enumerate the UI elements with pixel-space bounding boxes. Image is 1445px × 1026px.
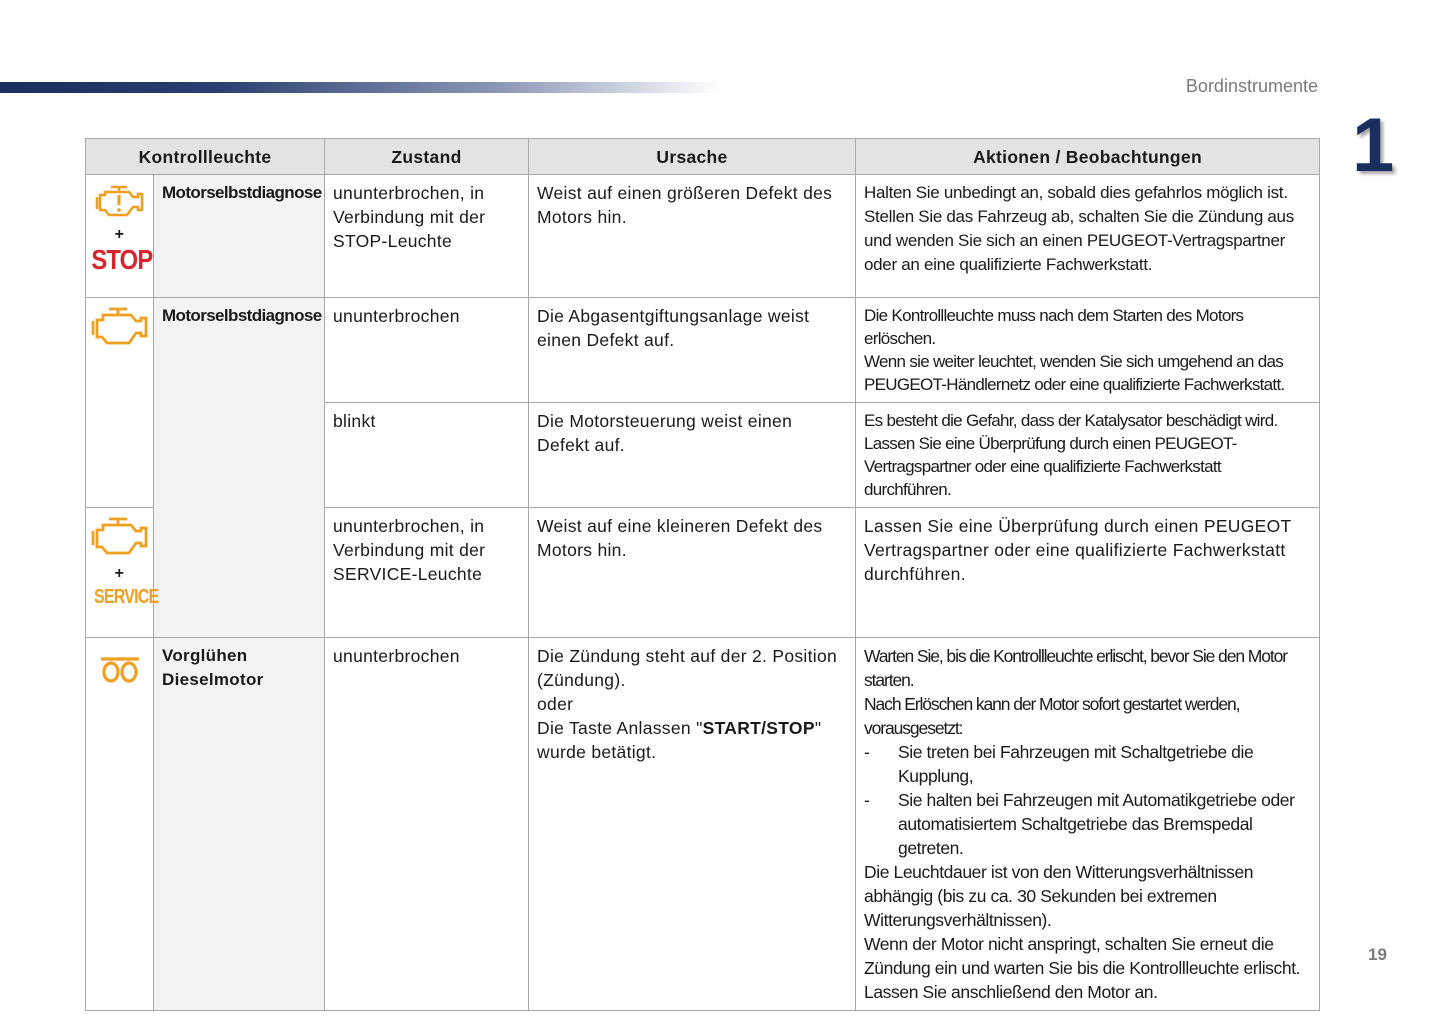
plus-sign: +	[114, 565, 125, 582]
action-cell	[856, 638, 1320, 1011]
cause-line: Die Zündung steht auf der 2. Position (Zündung).	[537, 646, 838, 690]
plus-sign: +	[114, 226, 125, 243]
state-cell: ununterbrochen	[325, 298, 529, 403]
cause-cell: Weist auf einen größeren Defekt des Motors hin.	[529, 175, 856, 298]
action-line: Lassen Sie anschließend den Motor an.	[864, 982, 1158, 1002]
engine-icon	[91, 516, 149, 558]
chapter-number: 1	[1352, 103, 1395, 188]
glow-plug-icon	[99, 656, 141, 684]
table-header-row	[86, 139, 1320, 175]
cause-line	[537, 716, 847, 764]
col-header-ursache: Ursache	[529, 139, 856, 175]
header-gradient-bar	[0, 82, 720, 93]
icon-cell	[86, 638, 154, 1011]
warning-lights-table	[85, 138, 1320, 1011]
table-row	[86, 638, 1320, 1011]
state-cell: ununterbrochen	[325, 638, 529, 1011]
col-header-aktionen: Aktionen / Beobachtungen	[856, 139, 1320, 175]
action-line: Die Kontrollleuchte muss nach dem Starten des Motors erlöschen.	[864, 306, 1244, 348]
bullet-dash: -	[864, 790, 870, 810]
state-cell: blinkt	[325, 403, 529, 508]
cause-cell: Weist auf eine kleineren Defekt des Motors hin.	[529, 508, 856, 638]
cause-cell: Die Abgasentgiftungsanlage weist einen Defekt auf.	[529, 298, 856, 403]
action-cell: Halten Sie unbedingt an, sobald dies gefahrlos möglich ist. Stellen Sie das Fahrzeug ab, schalten Sie die Zündung aus und wenden Sie sich an einen PEUGEOT-Vertragspartner oder an eine qualifizierte Fachwerkstatt.	[856, 175, 1320, 298]
page-number: 19	[1368, 945, 1387, 964]
action-line: Es besteht die Gefahr, dass der Katalysator beschädigt wird.	[864, 411, 1278, 430]
cause-cell	[529, 638, 856, 1011]
action-cell	[856, 298, 1320, 403]
bullet-dash: -	[864, 742, 870, 762]
action-line: Lassen Sie eine Überprüfung durch einen PEUGEOT-Vertragspartner oder eine qualifizierte Fachwerkstatt durchführen.	[864, 434, 1237, 499]
engine-icon	[91, 306, 149, 348]
state-cell: ununterbrochen, in Verbindung mit der STOP-Leuchte	[325, 175, 529, 298]
bullet-item	[864, 740, 1311, 788]
light-name: Motorselbstdiagnose	[154, 175, 325, 298]
cause-text: Die Taste Anlassen "	[537, 718, 703, 738]
icon-cell	[86, 298, 154, 508]
action-line: Die Leuchtdauer ist von den Witterungsverhältnissen abhängig (bis zu ca. 30 Sekunden bei extremen Witterungsverhältnissen).	[864, 862, 1254, 930]
action-line: Wenn sie weiter leuchtet, wenden Sie sich umgehend an das PEUGEOT-Händlernetz oder eine qualifizierte Fachwerkstatt.	[864, 352, 1285, 394]
action-cell: Lassen Sie eine Überprüfung durch einen PEUGEOT Vertragspartner oder eine qualifizierte Fachwerkstatt durchführen.	[856, 508, 1320, 638]
col-header-kontrollleuchte: Kontrollleuchte	[86, 139, 325, 175]
action-line: Wenn der Motor nicht anspringt, schalten Sie erneut die Zündung ein und warten Sie bis die Kontrollleuchte erlischt.	[864, 934, 1301, 978]
icon-cell	[86, 508, 159, 638]
action-line: Warten Sie, bis die Kontrollleuchte erlischt, bevor Sie den Motor starten.	[864, 646, 1287, 690]
bullet-text: Sie halten bei Fahrzeugen mit Automatikgetriebe oder automatisiertem Schaltgetriebe das Bremspedal getreten.	[898, 790, 1295, 858]
start-stop-label: START/STOP	[702, 718, 815, 738]
cause-cell: Die Motorsteuerung weist einen Defekt auf.	[529, 403, 856, 508]
light-name: Vorglühen Dieselmotor	[154, 638, 325, 1011]
icon-cell	[86, 175, 154, 298]
col-header-zustand: Zustand	[325, 139, 529, 175]
state-cell: ununterbrochen, in Verbindung mit der SERVICE-Leuchte	[325, 508, 529, 638]
service-badge: SERVICE	[94, 586, 159, 608]
light-name: Motorselbstdiagnose	[154, 298, 325, 638]
section-title: Bordinstrumente	[1185, 76, 1318, 96]
engine-warning-icon	[95, 183, 145, 219]
bullet-item	[864, 788, 1311, 860]
table-row	[86, 175, 1320, 298]
stop-badge: STOP	[91, 244, 153, 275]
action-line: Nach Erlöschen kann der Motor sofort gestartet werden, vorausgesetzt:	[864, 694, 1240, 738]
bullet-text: Sie treten bei Fahrzeugen mit Schaltgetriebe die Kupplung,	[898, 742, 1254, 786]
cause-line: oder	[537, 694, 574, 714]
table-row	[86, 298, 1320, 403]
cause-text: " wurde betätigt.	[537, 718, 822, 762]
action-cell	[856, 403, 1320, 508]
